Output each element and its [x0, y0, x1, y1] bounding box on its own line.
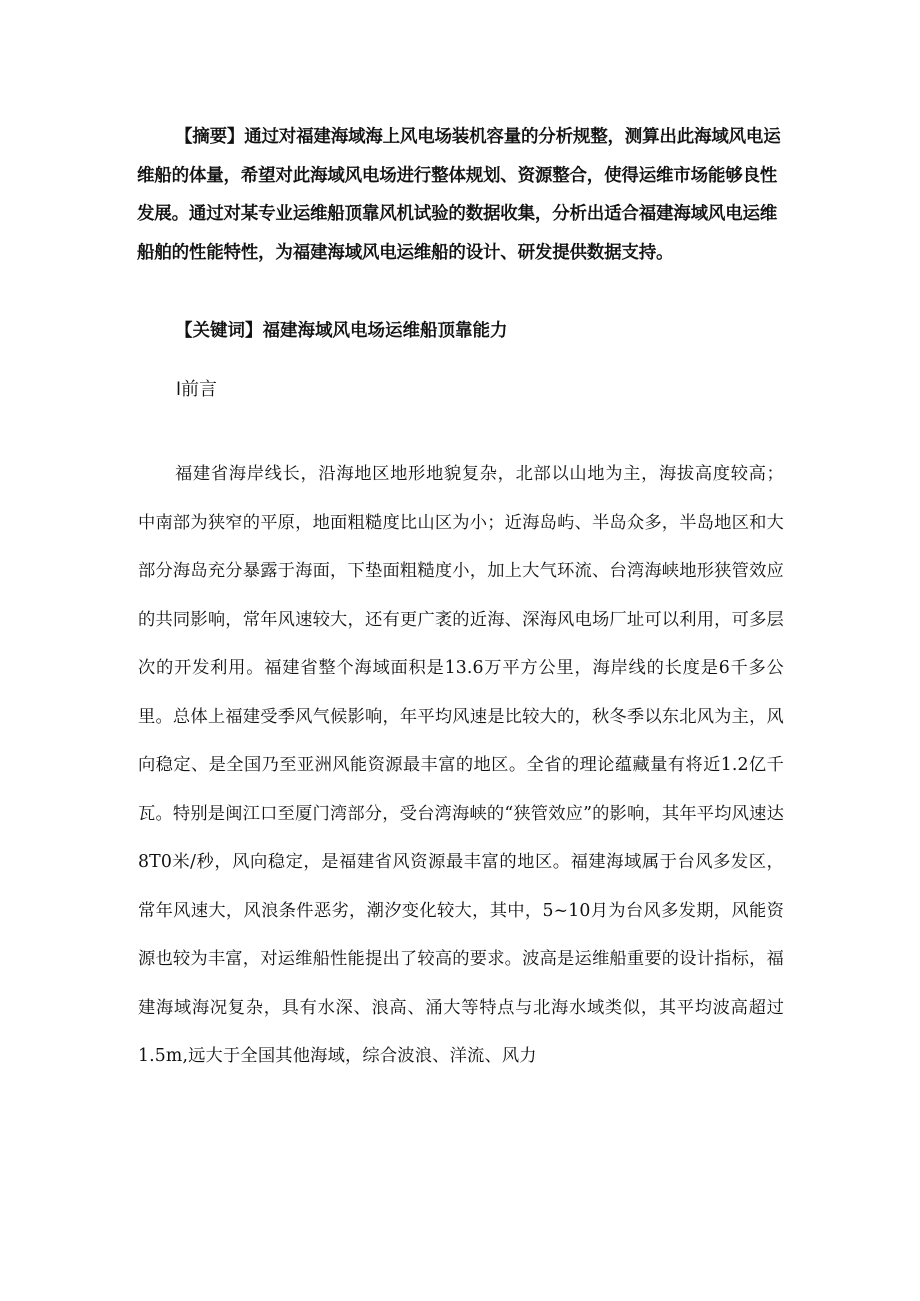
- keywords-label: 【关键词】: [175, 321, 263, 341]
- keywords-paragraph: [175, 312, 785, 350]
- section-title: 前言: [181, 379, 218, 400]
- abstract-text: 通过对福建海域海上风电场装机容量的分析规整，测算出此海域风电运维船的体量，希望对此海域风电场进行整体规划、资源整合，使得运维市场能够良性发展。通过对某专业运维船顶靠风机试验的数据收集，分析出适合福建海域风电运维船舶的性能特性，为福建海域风电运维船的设计、研发提供数据支持。: [137, 127, 781, 263]
- keywords-text: 福建海域风电场运维船顶靠能力: [262, 321, 508, 341]
- body-paragraph: 福建省海岸线长，沿海地区地形地貌复杂，北部以山地为主，海拔高度较高；中南部为狭窄的平原，地面粗糙度比山区为小；近海岛屿、半岛众多，半岛地区和大部分海岛充分暴露于海面，下垫面粗糙度小，加上大气环流、台湾海峡地形狭管效应的共同影响，常年风速较大，还有更广袤的近海、深海风电场厂址可以利用，可多层次的开发利用。福建省整个海域面积是13.6万平方公里，海岸线的长度是6千多公里。总体上福建受季风气候影响，年平均风速是比较大的，秋冬季以东北风为主，风向稳定、是全国乃至亚洲风能资源最丰富的地区。全省的理论蕴藏量有将近1.2亿千瓦。特别是闽江口至厦门湾部分，受台湾海峡的“狭管效应”的影响，其年平均风速达8T0米/秒，风向稳定，是福建省风资源最丰富的地区。福建海域属于台风多发区，常年风速大，风浪条件恶劣，潮汐变化较大，其中，5~10月为台风多发期，风能资源也较为丰富，对运维船性能提出了较高的要求。波高是运维船重要的设计指标，福建海域海况复杂，具有水深、浪高、涌大等特点与北海水域类似，其平均波高超过1.5m,远大于全国其他海域，综合波浪、洋流、风力: [138, 464, 784, 1066]
- abstract-label: 【摘要】: [175, 127, 245, 147]
- section-number: l: [176, 379, 182, 400]
- abstract-paragraph: [137, 118, 784, 272]
- section-heading: [176, 371, 217, 409]
